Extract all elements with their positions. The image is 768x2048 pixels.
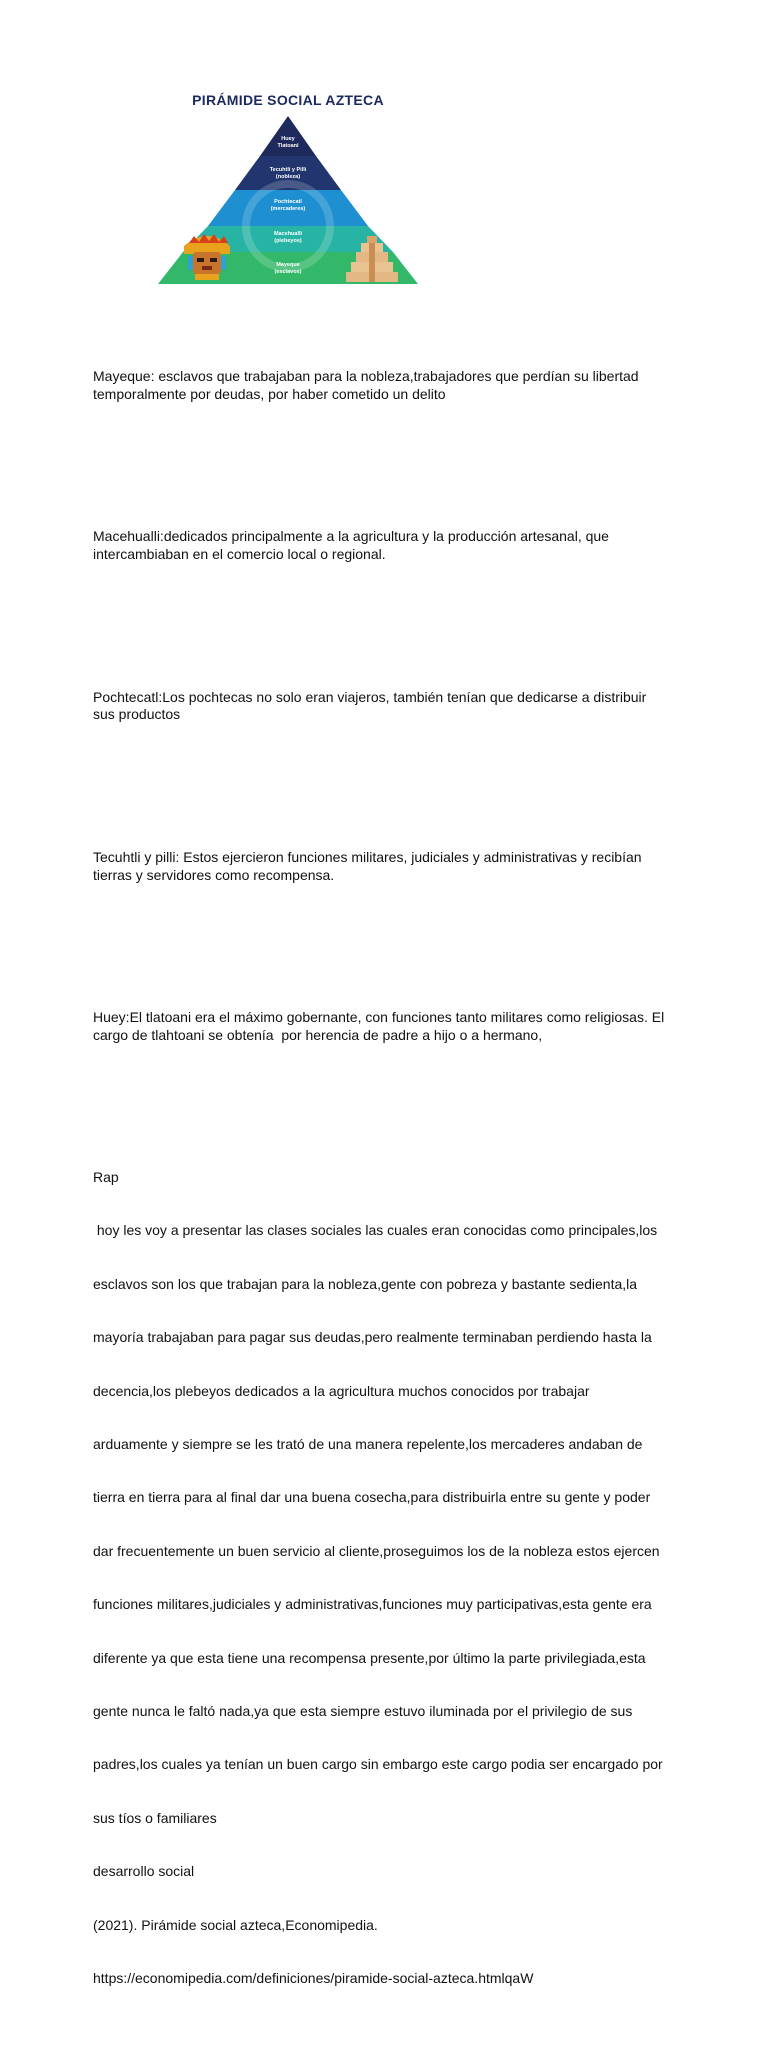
tier-sublabel-huey: Tlatoani [277,143,299,149]
text-line: funciones militares,judiciales y administrativas,funciones muy participativas,esta gente era [93,1596,652,1613]
text-line: tierra en tierra para al final dar una buena cosecha,para distribuirla entre su gente y poder [93,1489,651,1506]
paragraph-rap [93,1133,683,2023]
text-line: temporalmente por deudas, por haber cometido un delito [93,385,446,402]
tier-sublabel-macehualli: (plebeyos) [274,238,302,244]
text-line: esclavos son los que trabajan para la nobleza,gente con pobreza y bastante sedienta,la [93,1275,638,1292]
text-line: sus tíos o familiares [93,1809,217,1826]
paragraph-pochtecatl [93,653,683,760]
text-line: intercambiaban en el comercio local o regional. [93,546,386,563]
text-line: dar frecuentemente un buen servicio al cliente,proseguimos los de la nobleza estos ejercen [93,1542,660,1559]
text-line: arduamente y siempre se les trató de una manera repelente,los mercaderes andaban de [93,1436,643,1452]
paragraph-tecuhtli [93,813,683,920]
text-line: diferente ya que esta tiene una recompensa presente,por último la parte privilegiada,esta [93,1649,646,1666]
text-line: cargo de tlahtoani se obtenía por herencia de padre a hijo o a hermano, [93,1026,543,1043]
subheading-desarrollo: desarrollo social [93,1863,195,1880]
text-line: tierras y servidores como recompensa. [93,866,335,883]
tier-label-pochtecatl: Pochtecatl [274,199,302,205]
tier-label-huey: Huey [281,136,295,142]
text-line: mayoría trabajaban para pagar sus deudas,pero realmente terminaban perdiendo hasta la [93,1329,652,1346]
tier-label-macehualli: Macehualli [273,231,303,237]
text-line: Huey:El tlatoani era el máximo gobernante, con funciones tanto militares como religiosas. El [93,1008,665,1025]
paragraph-macehualli [93,493,683,600]
text-line: Pochtecatl:Los pochtecas no solo eran viajeros, también tenían que dedicarse a distribuir [93,688,647,705]
text-line: hoy les voy a presentar las clases sociales las cuales eran conocidas como principales,los [93,1222,658,1239]
text-line: decencia,los plebeyos dedicados a la agricultura muchos conocidos por trabajar [93,1382,590,1399]
citation-url: https://economipedia.com/definiciones/piramide-social-azteca.htmlqaW [93,1969,534,1986]
text-line: Mayeque: esclavos que trabajaban para la nobleza,trabajadores que perdían su libertad [93,368,639,385]
text-line: padres,los cuales ya tenían un buen cargo sin embargo este cargo podia ser encargado por [93,1756,663,1773]
text-line: gente nunca le faltó nada,ya que esta siempre estuvo iluminada por el privilegio de sus [93,1702,633,1719]
tier-sublabel-tecuhtli: (nobleza) [275,174,301,180]
text-line: Tecuhtli y pilli: Estos ejercieron funciones militares, judiciales y administrativas y recibían [93,848,642,865]
text-line: sus productos [93,706,181,723]
tier-sublabel-pochtecatl: (mercaderes) [270,206,306,212]
paragraph-huey [93,973,683,1080]
tier-sublabel-mayeque: (esclavos) [274,269,302,275]
rap-heading: Rap [93,1169,119,1186]
pyramid-title: PIRÁMIDE SOCIAL AZTECA [192,92,384,108]
document-body [93,297,683,2048]
tier-label-mayeque: Mayeque [276,262,300,268]
pyramid-figure [96,86,480,290]
tier-label-tecuhtli: Tecuhtli y Pilli [269,167,307,173]
paragraph-mayeque [93,333,683,440]
citation: (2021). Pirámide social azteca,Economipedia. [93,1916,378,1933]
pyramid-svg [96,86,480,290]
text-line: Macehualli:dedicados principalmente a la agricultura y la producción artesanal, que [93,528,609,545]
